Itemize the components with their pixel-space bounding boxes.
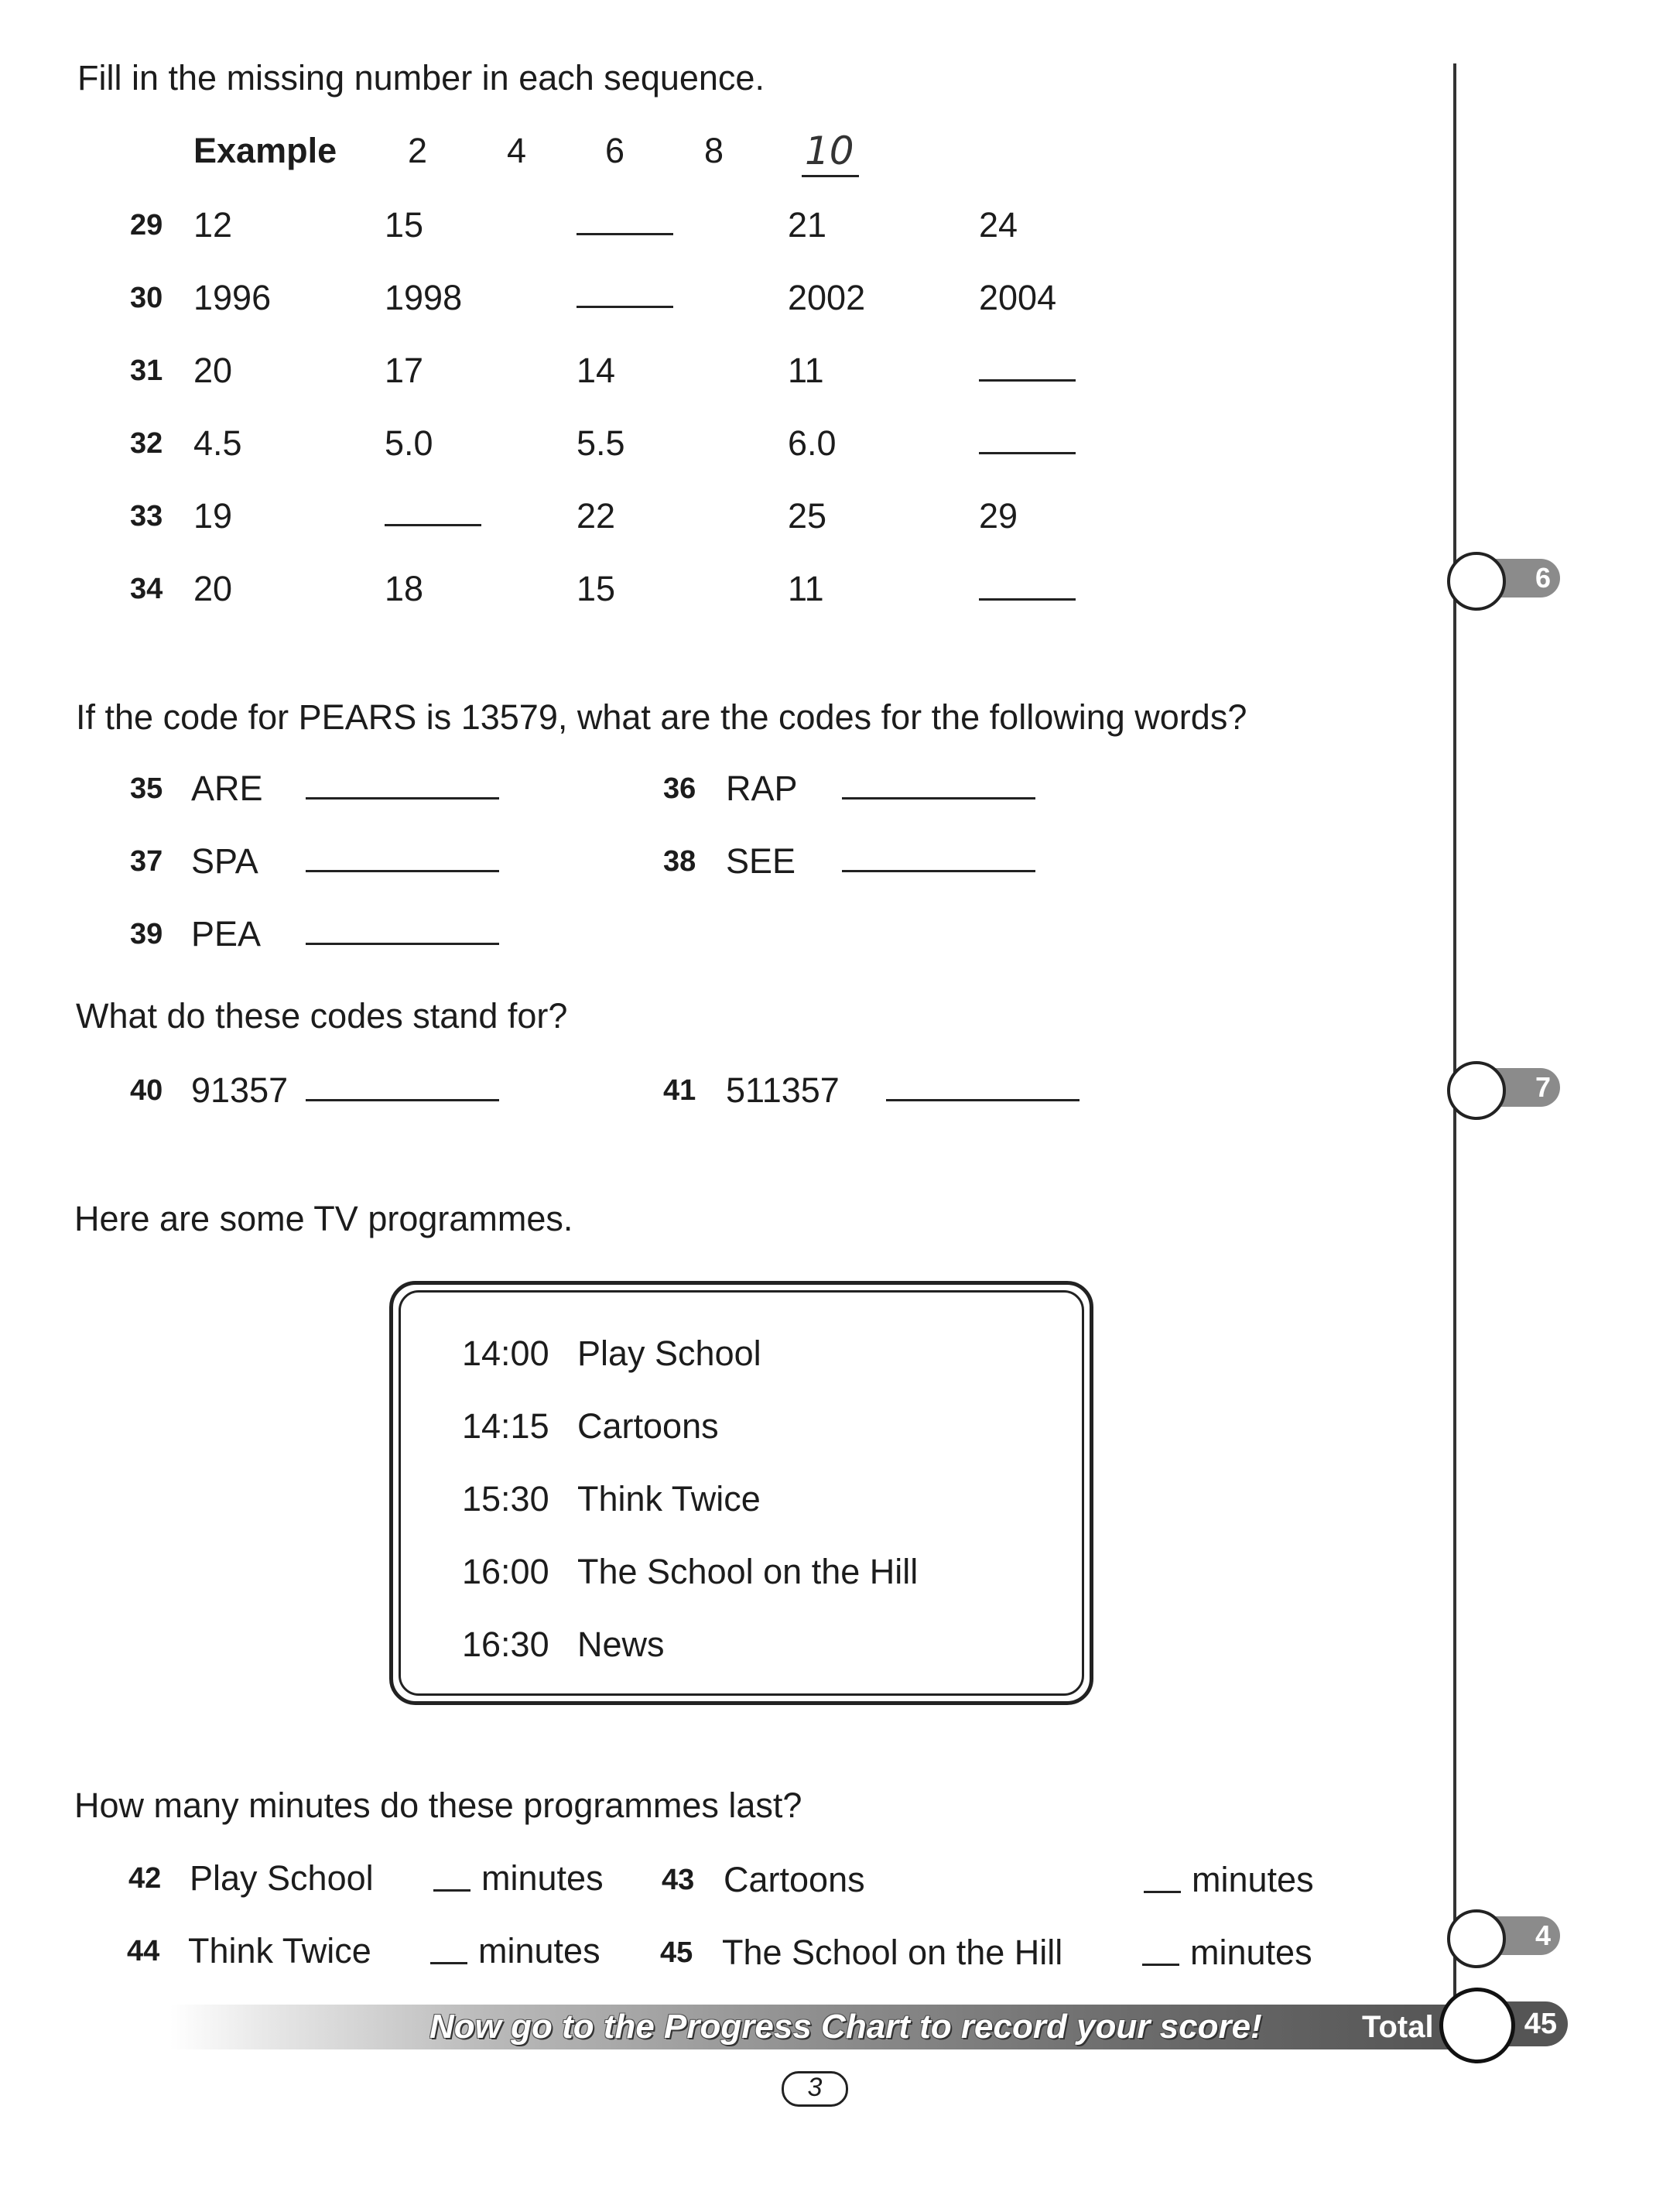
codes-instruction-2: What do these codes stand for?: [76, 996, 568, 1036]
progress-banner-text: Now go to the Progress Chart to record your score!: [429, 2008, 1262, 2046]
sequence-term: 11: [788, 351, 824, 390]
sequence-term: 21: [788, 205, 827, 245]
sequence-term: 11: [788, 569, 824, 608]
unit-label: minutes: [1190, 1933, 1312, 1972]
sequences-instruction: Fill in the missing number in each sequence.: [77, 58, 765, 98]
answer-blank-38[interactable]: [842, 870, 1035, 872]
sequence-term: 18: [385, 569, 424, 608]
schedule-time: 15:30: [462, 1479, 549, 1519]
code-number: 91357: [191, 1070, 289, 1110]
example-term: 4: [507, 131, 527, 170]
score-max-badge: 7: [1494, 1068, 1560, 1107]
sequence-term: 25: [788, 496, 827, 536]
example-answer: 10: [805, 128, 854, 173]
answer-blank-36[interactable]: [842, 797, 1035, 800]
question-number: 36: [663, 772, 696, 805]
total-score-circle[interactable]: [1439, 1988, 1515, 2063]
answer-blank-45[interactable]: [1142, 1964, 1179, 1966]
total-max-badge: 45: [1494, 2001, 1568, 2046]
code-word: RAP: [726, 769, 798, 808]
example-label: Example: [193, 131, 337, 170]
sequence-term: 1998: [385, 278, 463, 317]
sequence-term: 1996: [193, 278, 272, 317]
code-word: SEE: [726, 841, 796, 881]
programme-name: Think Twice: [188, 1931, 371, 1971]
schedule-time: 14:15: [462, 1406, 549, 1446]
example-answer-underline: [802, 175, 859, 177]
question-number: 33: [130, 500, 163, 532]
question-number: 32: [130, 427, 163, 460]
sequence-term: 15: [385, 205, 424, 245]
sequence-term: 12: [193, 205, 233, 245]
answer-blank-40[interactable]: [306, 1099, 499, 1101]
question-number: 29: [130, 209, 163, 241]
programme-name: Play School: [190, 1858, 374, 1898]
programme-name: Cartoons: [724, 1860, 865, 1899]
schedule-title: News: [577, 1625, 665, 1664]
code-word: ARE: [191, 769, 263, 808]
answer-blank-30[interactable]: [577, 306, 673, 308]
sequence-term: 29: [979, 496, 1018, 536]
example-term: 2: [408, 131, 428, 170]
score-circle-sequences[interactable]: [1447, 552, 1506, 611]
schedule-time: 14:00: [462, 1334, 549, 1373]
sequence-term: 4.5: [193, 423, 242, 463]
sequence-term: 20: [193, 351, 233, 390]
programme-name: The School on the Hill: [722, 1933, 1063, 1972]
unit-label: minutes: [1192, 1860, 1314, 1899]
score-max-badge: 4: [1494, 1916, 1560, 1955]
question-number: 37: [130, 845, 163, 878]
question-number: 43: [662, 1864, 695, 1896]
answer-blank-39[interactable]: [306, 943, 499, 945]
question-number: 44: [127, 1935, 160, 1967]
question-number: 41: [663, 1074, 696, 1107]
sequence-term: 20: [193, 569, 233, 608]
answer-blank-35[interactable]: [306, 797, 499, 800]
answer-blank-31[interactable]: [979, 379, 1076, 382]
answer-blank-42[interactable]: [433, 1889, 470, 1892]
code-word: SPA: [191, 841, 258, 881]
question-number: 39: [130, 918, 163, 950]
example-term: 6: [605, 131, 625, 170]
question-number: 34: [130, 573, 163, 605]
score-circle-codes[interactable]: [1447, 1061, 1506, 1120]
unit-label: minutes: [478, 1931, 600, 1971]
answer-blank-44[interactable]: [430, 1962, 467, 1964]
question-number: 35: [130, 772, 163, 805]
question-number: 42: [128, 1862, 162, 1895]
sequence-term: 22: [577, 496, 616, 536]
answer-blank-34[interactable]: [979, 598, 1076, 601]
question-number: 40: [130, 1074, 163, 1107]
sequence-term: 2002: [788, 278, 866, 317]
code-number: 511357: [726, 1070, 840, 1110]
unit-label: minutes: [481, 1858, 604, 1898]
schedule-time: 16:00: [462, 1552, 549, 1591]
sequence-term: 6.0: [788, 423, 837, 463]
schedule-title: The School on the Hill: [577, 1552, 919, 1591]
answer-blank-41[interactable]: [886, 1099, 1080, 1101]
answer-blank-29[interactable]: [577, 233, 673, 235]
question-number: 31: [130, 354, 163, 387]
schedule-title: Play School: [577, 1334, 761, 1373]
margin-line: [1453, 63, 1456, 2041]
score-max-badge: 6: [1494, 559, 1560, 598]
page-number: 3: [807, 2073, 823, 2102]
schedule-time: 16:30: [462, 1625, 549, 1664]
sequence-term: 14: [577, 351, 616, 390]
question-number: 45: [660, 1936, 693, 1969]
sequence-term: 2004: [979, 278, 1057, 317]
answer-blank-33[interactable]: [385, 524, 481, 526]
schedule-title: Think Twice: [577, 1479, 761, 1519]
sequence-term: 5.5: [577, 423, 625, 463]
tv-question: How many minutes do these programmes last?: [74, 1786, 802, 1825]
score-circle-tv[interactable]: [1447, 1909, 1506, 1968]
sequence-term: 19: [193, 496, 233, 536]
question-number: 30: [130, 282, 163, 314]
sequence-term: 24: [979, 205, 1018, 245]
answer-blank-32[interactable]: [979, 452, 1076, 454]
example-term: 8: [704, 131, 724, 170]
question-number: 38: [663, 845, 696, 878]
schedule-title: Cartoons: [577, 1406, 719, 1446]
codes-instruction: If the code for PEARS is 13579, what are the codes for the following words?: [76, 697, 1247, 737]
tv-intro: Here are some TV programmes.: [74, 1199, 573, 1238]
answer-blank-43[interactable]: [1144, 1891, 1181, 1893]
code-word: PEA: [191, 914, 262, 954]
answer-blank-37[interactable]: [306, 870, 499, 872]
sequence-term: 17: [385, 351, 424, 390]
sequence-term: 15: [577, 569, 616, 608]
total-label: Total: [1362, 2010, 1434, 2044]
sequence-term: 5.0: [385, 423, 433, 463]
